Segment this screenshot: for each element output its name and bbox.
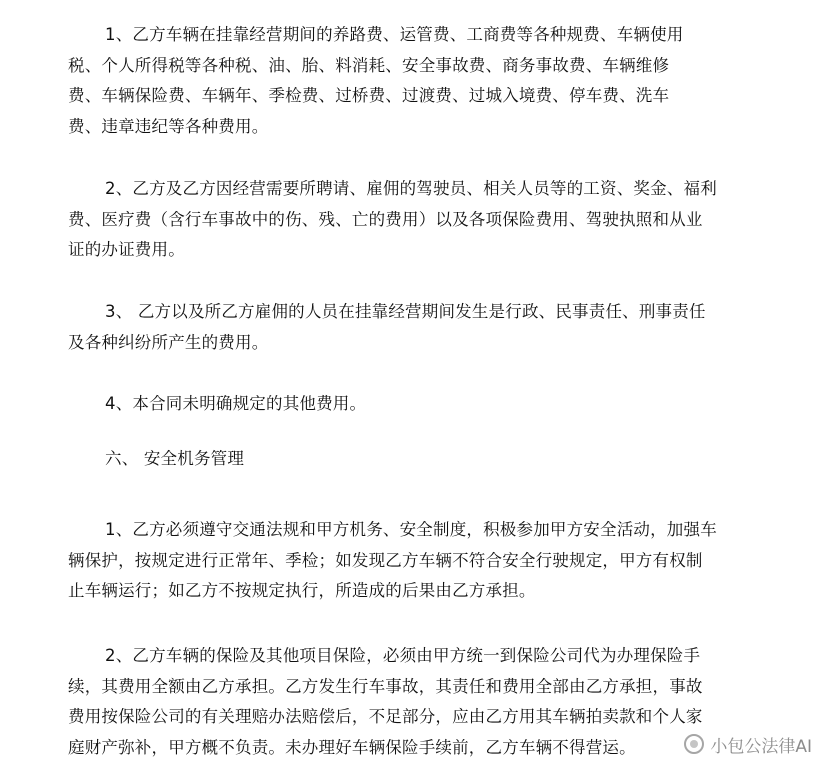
- paragraph-fee-item-4: [68, 389, 758, 420]
- text-line: 费、违章违纪等各种费用。: [68, 116, 269, 136]
- paragraph-fee-item-3: [68, 297, 758, 358]
- text-line: 费用按保险公司的有关理赔办法赔偿后，不足部分，应由乙方用其车辆拍卖款和个人家: [68, 707, 703, 726]
- text-line: 费、车辆保险费、车辆年、季检费、过桥费、过渡费、过城入境费、停车费、洗车: [68, 86, 670, 105]
- watermark-text: 小包公法律AI: [710, 736, 812, 757]
- text-line: 止车辆运行；如乙方不按规定执行，所造成的后果由乙方承担。: [68, 581, 536, 600]
- watermark: [684, 729, 812, 759]
- text-line: 1、乙方车辆在挂靠经营期间的养路费、运管费、工商费等各种规费、车辆使用: [105, 25, 684, 44]
- paragraph-safety-item-1: [68, 515, 758, 607]
- paragraph-fee-item-2: [68, 174, 758, 266]
- text-line: 2、乙方及乙方因经营需要所聘请、雇佣的驾驶员、相关人员等的工资、奖金、福利: [105, 179, 717, 198]
- text-line: 3、 乙方以及所乙方雇佣的人员在挂靠经营期间发生是行政、民事责任、刑事责任: [105, 302, 706, 321]
- section-heading-text: 六、 安全机务管理: [105, 449, 245, 468]
- text-line: 4、本合同未明确规定的其他费用。: [105, 394, 367, 413]
- paragraph-safety-item-2: [68, 641, 758, 763]
- text-line: 2、乙方车辆的保险及其他项目保险，必须由甲方统一到保险公司代为办理保险手: [105, 646, 701, 665]
- text-line: 续，其费用全额由乙方承担。乙方发生行车事故，其责任和费用全部由乙方承担，事故: [68, 676, 703, 696]
- text-line: 1、乙方必须遵守交通法规和甲方机务、安全制度，积极参加甲方安全活动，加强车: [105, 520, 717, 539]
- watermark-logo-icon: [684, 734, 704, 754]
- section-heading: [68, 444, 758, 475]
- text-line: 证的办证费用。: [68, 240, 185, 259]
- text-line: 税、个人所得税等各种税、油、胎、料消耗、安全事故费、商务事故费、车辆维修: [68, 55, 670, 75]
- text-line: 庭财产弥补，甲方概不负责。未办理好车辆保险手续前，乙方车辆不得营运。: [68, 737, 636, 757]
- paragraph-fee-item-1: [68, 20, 758, 142]
- text-line: 及各种纠纷所产生的费用。: [68, 332, 269, 352]
- text-line: 费、医疗费（含行车事故中的伤、残、亡的费用）以及各项保险费用、驾驶执照和从业: [68, 209, 703, 229]
- text-line: 辆保护，按规定进行正常年、季检；如发现乙方车辆不符合安全行驶规定，甲方有权制: [68, 550, 703, 570]
